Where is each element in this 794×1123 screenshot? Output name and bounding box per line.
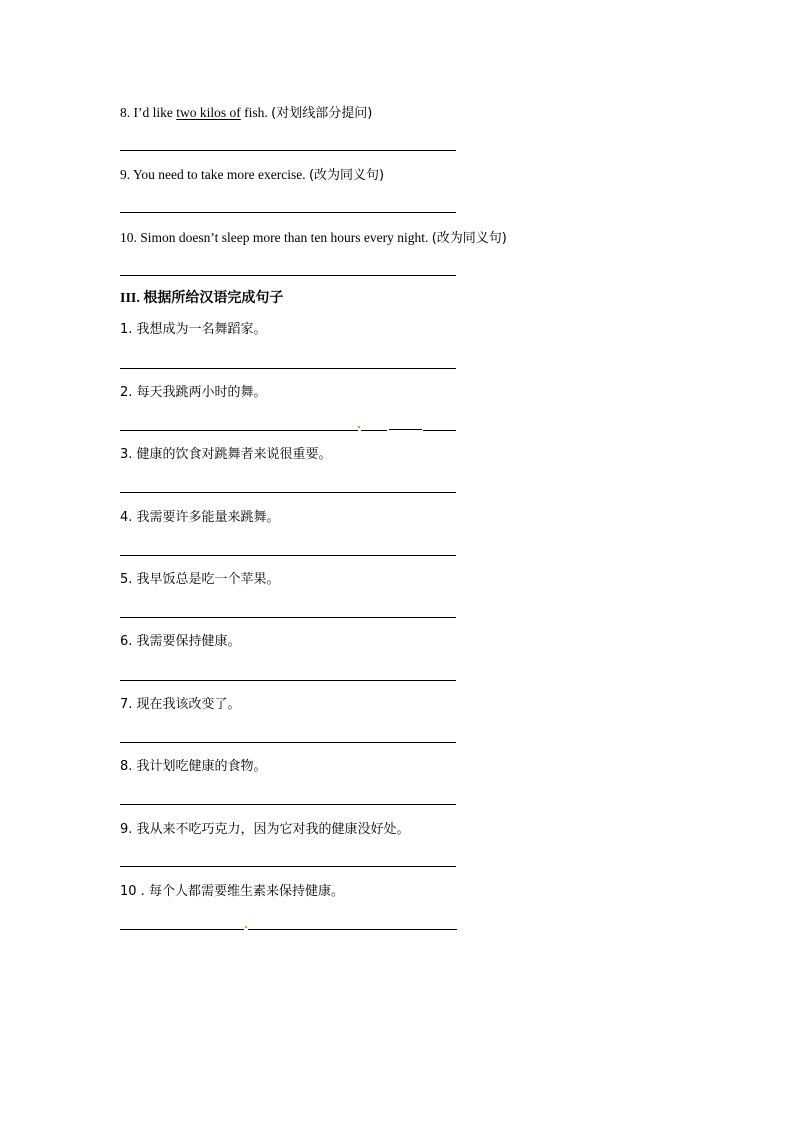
item-number: 2. <box>120 385 133 400</box>
answer-line[interactable] <box>120 866 456 867</box>
item-text: 我计划吃健康的食物。 <box>136 759 267 774</box>
translation-item-1 <box>120 322 267 338</box>
question-instruction: (对划线部分提问) <box>271 106 373 121</box>
item-number: 3. <box>120 447 133 462</box>
question-number: 9. <box>120 167 131 182</box>
question-text: Simon doesn’t sleep more than ten hours every night. <box>140 230 429 245</box>
question-number: 10. <box>120 230 137 245</box>
answer-line[interactable] <box>120 742 456 743</box>
translation-item-10 <box>120 884 344 900</box>
answer-line[interactable] <box>120 680 456 681</box>
item-text: 我需要保持健康。 <box>136 634 241 649</box>
item-text: 我需要许多能量来跳舞。 <box>136 510 280 525</box>
answer-line[interactable] <box>120 150 456 151</box>
answer-line[interactable] <box>120 555 456 556</box>
item-text: 健康的饮食对跳舞者来说很重要。 <box>136 447 332 462</box>
question-10-transform <box>120 230 507 247</box>
item-text: 每天我跳两小时的舞。 <box>136 385 267 400</box>
item-text: 现在我该改变了。 <box>136 697 241 712</box>
answer-line-segment <box>248 929 457 930</box>
translation-item-3 <box>120 447 332 463</box>
answer-line-segment <box>361 430 387 431</box>
translation-item-7 <box>120 697 241 713</box>
item-text: 每个人都需要维生素来保持健康。 <box>148 884 344 899</box>
item-number: 6. <box>120 634 133 649</box>
answer-line[interactable] <box>120 804 456 805</box>
answer-line-segment <box>120 929 244 930</box>
translation-item-6 <box>120 634 241 650</box>
format-mark <box>245 926 247 928</box>
item-number: 4. <box>120 510 133 525</box>
question-8-transform <box>120 105 372 122</box>
translation-item-2 <box>120 385 267 401</box>
item-number: 1. <box>120 322 133 337</box>
item-number: 10 . <box>120 884 145 899</box>
translation-item-5 <box>120 572 280 588</box>
translation-item-4 <box>120 510 280 526</box>
answer-line[interactable] <box>120 368 456 369</box>
item-text: 我想成为一名舞蹈家。 <box>136 322 267 337</box>
item-number: 5. <box>120 572 133 587</box>
answer-line[interactable] <box>120 617 456 618</box>
answer-line-segment <box>423 430 456 431</box>
question-text: You need to take more exercise. <box>133 167 306 182</box>
question-text: I’d like <box>133 105 173 120</box>
item-number: 7. <box>120 697 133 712</box>
answer-line[interactable] <box>120 275 456 276</box>
translation-item-8 <box>120 759 267 775</box>
item-text: 我早饭总是吃一个苹果。 <box>136 572 280 587</box>
item-text: 我从来不吃巧克力，因为它对我的健康没好处。 <box>136 822 410 837</box>
question-9-transform <box>120 167 384 184</box>
answer-line[interactable] <box>120 492 456 493</box>
answer-line[interactable] <box>120 212 456 213</box>
question-instruction: (改为同义句) <box>308 168 385 183</box>
answer-line-segment <box>389 429 422 430</box>
translation-item-9 <box>120 822 410 838</box>
question-text-end: fish. <box>244 105 268 120</box>
section-heading: III. 根据所给汉语完成句子 <box>120 291 284 306</box>
item-number: 9. <box>120 822 133 837</box>
format-mark <box>358 426 360 428</box>
question-number: 8. <box>120 105 131 120</box>
answer-line-segment <box>120 430 358 431</box>
underlined-phrase: two kilos of <box>176 105 241 120</box>
item-number: 8. <box>120 759 133 774</box>
question-instruction: (改为同义句) <box>431 231 507 246</box>
